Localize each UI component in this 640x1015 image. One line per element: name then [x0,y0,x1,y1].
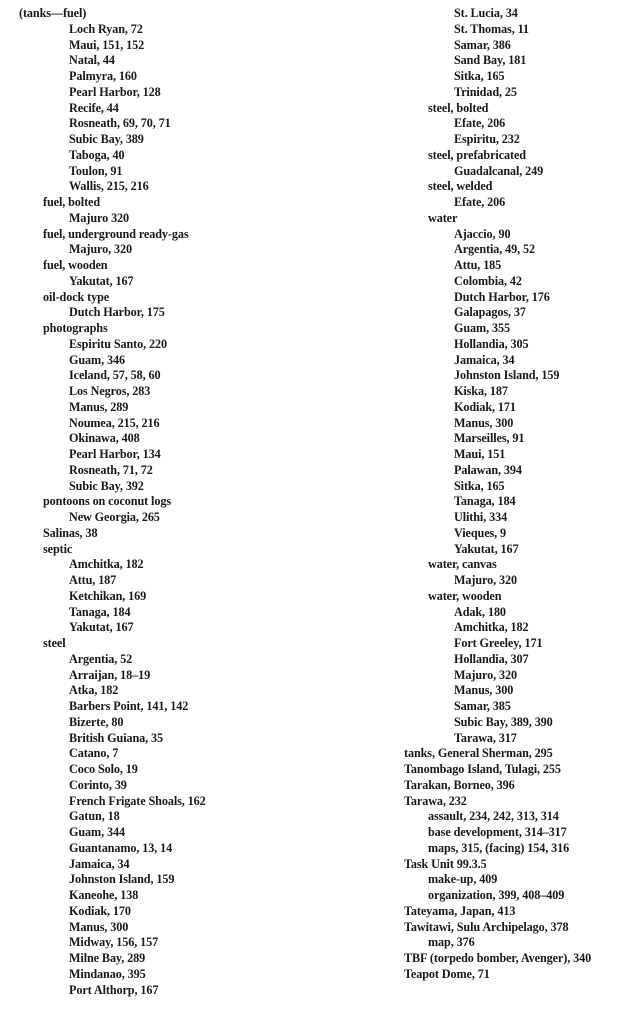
index-location-entry: Port Althorp, 167 [69,982,159,997]
index-subentry: fuel, wooden [43,258,108,272]
index-location-entry: Milne Bay, 289 [69,951,146,965]
index-location-entry: Kiska, 187 [454,384,508,398]
index-location-entry: Atka, 182 [69,683,119,698]
index-location-entry: Samar, 385 [454,699,511,713]
index-subentry: fuel, underground ready-gas [43,226,189,241]
index-location-entry: Sitka, 165 [454,69,505,83]
index-location-entry: Sitka, 165 [454,478,505,493]
index-subentry: base development, 314–317 [428,825,567,839]
index-subentry: make-up, 409 [428,872,498,887]
index-subentry: water, wooden [428,588,502,603]
index-subentry: Salinas, 38 [43,525,98,540]
index-location-entry: Espiritu, 232 [454,132,520,146]
index-location-entry: Barbers Point, 141, 142 [69,699,189,713]
index-location-entry: Efate, 206 [454,116,506,131]
index-location-entry: Natal, 44 [69,53,115,68]
index-location-entry: Arraijan, 18–19 [69,667,151,682]
index-location-entry: Attu, 187 [69,573,117,587]
index-location-entry: Argentia, 52 [69,651,133,666]
index-location-entry: Maui, 151 [454,447,506,461]
index-location-entry: Ulithi, 334 [454,510,508,524]
index-main-entry: Tawitawi, Sulu Archipelago, 378 [404,919,569,934]
index-main-entry: Tateyama, Japan, 413 [404,903,516,918]
index-location-entry: Kodiak, 171 [454,399,516,414]
index-location-entry: Iceland, 57, 58, 60 [69,368,161,383]
index-location-entry: Kodiak, 170 [69,903,131,918]
index-location-entry: Noumea, 215, 216 [69,415,160,430]
index-location-entry: Manus, 289 [69,399,129,414]
index-location-entry: Majuro 320 [69,210,130,225]
index-location-entry: Argentia, 49, 52 [454,242,535,257]
index-subentry: steel, prefabricated [428,147,526,162]
index-location-entry: Midway, 156, 157 [69,935,159,950]
index-location-entry: Yakutat, 167 [69,620,134,635]
index-location-entry: Amchitka, 182 [69,557,144,572]
index-location-entry: Johnston Island, 159 [69,872,175,887]
index-location-entry: Wallis, 215, 216 [69,179,149,194]
index-subentry: fuel, bolted [43,195,101,209]
index-location-entry: Guam, 344 [69,825,125,839]
index-location-entry: Yakutat, 167 [454,541,519,556]
index-location-entry: New Georgia, 265 [69,510,160,524]
index-location-entry: Jamaica, 34 [69,856,130,871]
index-location-entry: Espiritu Santo, 220 [69,336,167,351]
index-location-entry: Majuro, 320 [69,242,132,257]
index-location-entry: Rosneath, 69, 70, 71 [69,116,171,131]
index-location-entry: Subic Bay, 389, 390 [454,714,553,729]
index-location-entry: Yakutat, 167 [69,273,134,288]
index-main-entry: (tanks—fuel) [19,6,87,20]
index-subentry: steel, welded [428,179,493,194]
index-subentry: assault, 234, 242, 313, 314 [428,809,559,824]
index-location-entry: Ajaccio, 90 [454,226,511,241]
index-location-entry: Palmyra, 160 [69,69,137,83]
index-location-entry: Majuro, 320 [454,667,517,682]
index-main-entry: Teapot Dome, 71 [404,966,490,981]
index-location-entry: Rosneath, 71, 72 [69,462,153,477]
index-main-entry: Tarawa, 232 [404,793,467,808]
index-main-entry: Tanombago Island, Tulagi, 255 [404,762,561,776]
index-column-right [404,6,640,983]
index-location-entry: Guam, 346 [69,352,125,367]
index-location-entry: Vieques, 9 [454,525,507,540]
index-location-entry: Okinawa, 408 [69,431,140,446]
index-location-entry: Subic Bay, 392 [69,478,144,493]
index-location-entry: Hollandia, 307 [454,651,529,666]
index-main-entry: tanks, General Sherman, 295 [404,746,553,761]
index-location-entry: Guam, 355 [454,321,510,335]
index-subentry: steel [43,636,66,650]
index-subentry: map, 376 [428,935,475,950]
index-main-entry: TBF (torpedo bomber, Avenger), 340 [404,951,592,965]
index-subentry: water [428,210,458,225]
index-location-entry: Trinidad, 25 [454,84,517,99]
index-main-entry: Tarakan, Borneo, 396 [404,777,515,792]
index-location-entry: Manus, 300 [69,919,129,934]
index-location-entry: Dutch Harbor, 175 [69,305,165,320]
index-location-entry: Los Negros, 283 [69,384,151,398]
index-subentry: oil-dock type [43,289,110,304]
index-location-entry: Fort Greeley, 171 [454,636,543,650]
index-location-entry: Ketchikan, 169 [69,588,147,603]
index-location-entry: Maui, 151, 152 [69,37,145,52]
index-location-entry: Kaneohe, 138 [69,888,139,902]
index-location-entry: Bizerte, 80 [69,714,124,729]
index-location-entry: Manus, 300 [454,683,514,698]
index-location-entry: Adak, 180 [454,604,506,619]
index-location-entry: Coco Solo, 19 [69,762,138,776]
index-location-entry: Amchitka, 182 [454,620,529,635]
index-location-entry: Manus, 300 [454,415,514,430]
index-location-entry: Pearl Harbor, 128 [69,84,161,99]
index-location-entry: Dutch Harbor, 176 [454,289,550,304]
index-location-entry: Corinto, 39 [69,777,127,792]
index-subentry: pontoons on coconut logs [43,494,171,509]
index-location-entry: Hollandia, 305 [454,336,529,351]
index-location-entry: Guantanamo, 13, 14 [69,840,173,855]
index-location-entry: Mindanao, 395 [69,966,146,981]
index-location-entry: Jamaica, 34 [454,352,515,367]
index-location-entry: Samar, 386 [454,37,511,52]
index-location-entry: Galapagos, 37 [454,305,526,320]
index-location-entry: French Frigate Shoals, 162 [69,793,206,808]
index-location-entry: Tanaga, 184 [69,604,131,619]
index-location-entry: Colombia, 42 [454,273,522,288]
index-location-entry: Johnston Island, 159 [454,368,560,383]
index-subentry: photographs [43,321,108,335]
index-location-entry: Gatun, 18 [69,809,120,824]
index-subentry: water, canvas [428,557,497,572]
index-location-entry: Pearl Harbor, 134 [69,447,161,461]
index-subentry: septic [43,541,73,556]
index-location-entry: Guadalcanal, 249 [454,163,544,178]
index-location-entry: Toulon, 91 [69,163,123,178]
index-location-entry: Majuro, 320 [454,573,517,587]
index-location-entry: Palawan, 394 [454,462,522,477]
index-location-entry: Marseilles, 91 [454,431,525,446]
index-location-entry: St. Lucia, 34 [454,6,518,20]
index-subentry: maps, 315, (facing) 154, 316 [428,840,570,855]
index-location-entry: Sand Bay, 181 [454,53,527,68]
index-location-entry: Tanaga, 184 [454,494,516,509]
index-location-entry: Attu, 185 [454,258,502,272]
index-location-entry: Efate, 206 [454,195,506,209]
index-subentry: organization, 399, 408–409 [428,888,565,902]
index-location-entry: Subic Bay, 389 [69,132,144,146]
index-location-entry: Loch Ryan, 72 [69,21,143,36]
index-main-entry: Task Unit 99.3.5 [404,856,487,871]
index-location-entry: Taboga, 40 [69,147,125,162]
index-column-left [19,6,399,998]
index-location-entry: St. Thomas, 11 [454,21,529,36]
index-location-entry: Tarawa, 317 [454,730,517,745]
index-subentry: steel, bolted [428,100,489,115]
index-location-entry: Catano, 7 [69,746,119,761]
index-location-entry: British Guiana, 35 [69,730,164,745]
index-location-entry: Recife, 44 [69,100,119,115]
